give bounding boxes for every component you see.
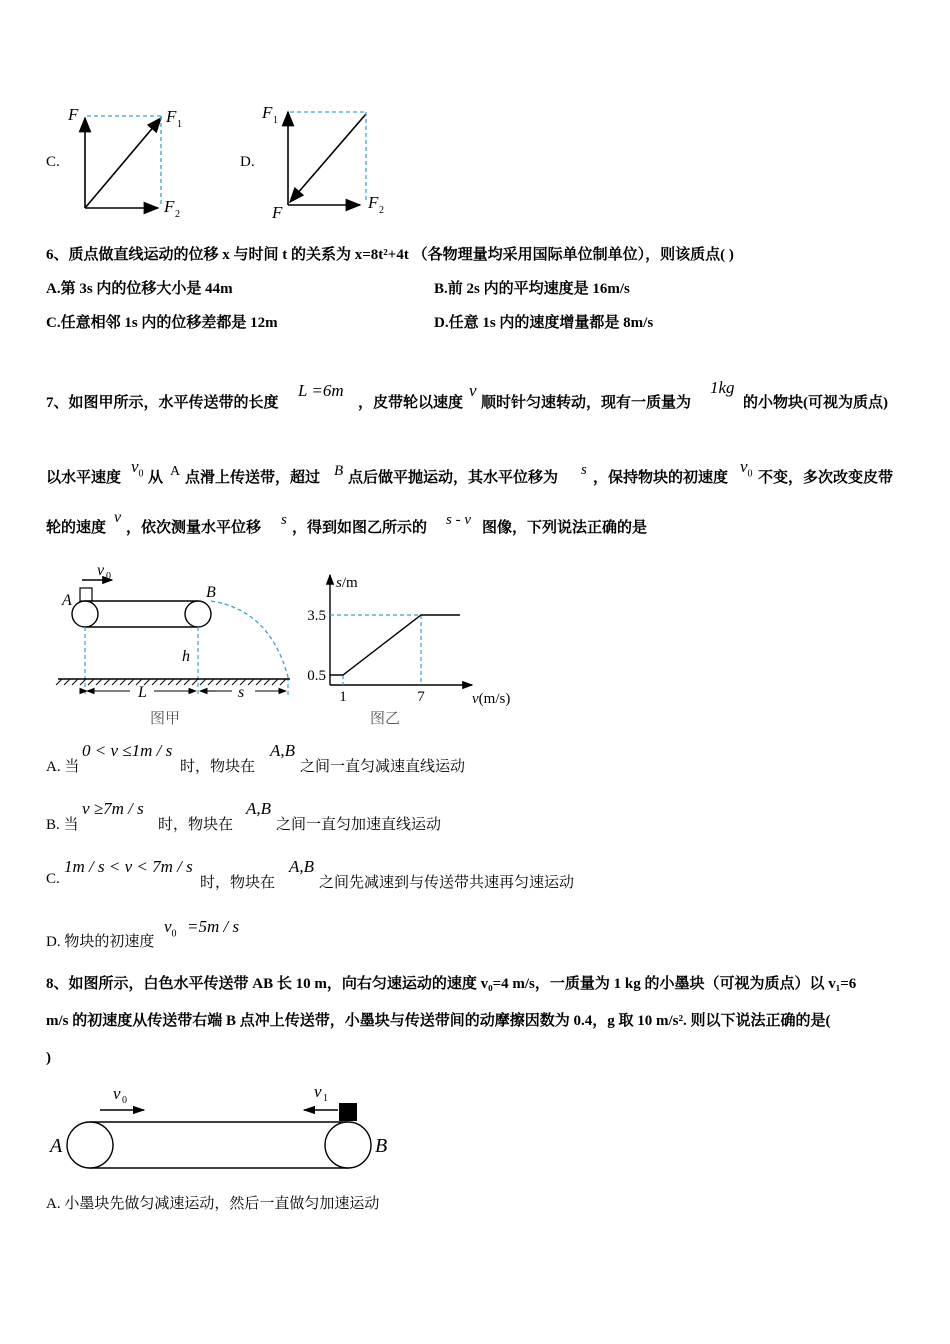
q7-option-a-prefix: A. 当 (46, 759, 80, 775)
q7-option-a-post: 之间一直匀减速直线运动 (300, 759, 466, 775)
pulley-B (185, 601, 211, 627)
q7-line1-b: ，皮带轮以速度 (358, 395, 464, 411)
q7-line2-e: ，保持物块的初速度 (593, 470, 729, 486)
pulley-A (72, 601, 98, 627)
pulley-A (67, 1122, 113, 1168)
q7-option-b-mid: 时，物块在 (158, 817, 234, 833)
label-h: h (182, 648, 190, 665)
q8-option-a: A. 小墨块先做匀减速运动，然后一直做匀加速运动 (46, 1196, 380, 1212)
q8-line3: ) (46, 1050, 51, 1066)
q8-line2: m/s 的初速度从传送带右端 B 点冲上传送带，小墨块与传送带间的动摩擦因数为 0.4，g 取 10 m/s². 则以下说法正确的是( (46, 1013, 831, 1029)
q7-s: s (581, 462, 587, 478)
q7-v-b: v (114, 509, 122, 526)
y-tick-label: 0.5 (307, 668, 326, 684)
force-arrow-F1 (85, 118, 161, 208)
option-c-force-diagram (60, 100, 200, 225)
q7-option-b-AB: A,B (246, 799, 272, 818)
block (80, 588, 92, 601)
label-v0-sub: 0 (122, 1095, 127, 1106)
q7-line2-a: 以水平速度 (46, 470, 122, 486)
caption-yi: 图乙 (370, 711, 401, 727)
q7-line2-d: 点后做平抛运动，其水平位移为 (348, 470, 559, 486)
q7-line3-b: ，依次测量水平位移 (126, 520, 262, 536)
q7-line2-b: 从 (148, 470, 164, 486)
q7-option-b-post: 之间一直匀加速直线运动 (276, 817, 442, 833)
y-tick-label: 3.5 (307, 608, 326, 624)
q6-stem: 6、质点做直线运动的位移 x 与时间 t 的关系为 x=8t²+4t （各物理量均采用国际单位制单位），则该质点( ) (46, 247, 734, 263)
label-A: A (50, 1135, 63, 1157)
label-F1: F (166, 107, 177, 126)
y-axis-label: s/m (336, 575, 358, 591)
q7-v0-b: $v_0$ (740, 457, 753, 480)
q7-option-c-mid: 时，物块在 (200, 875, 276, 891)
q7-option-d-prefix: D. 物块的初速度 (46, 934, 155, 950)
label-F: F (68, 105, 79, 124)
projectile-path (211, 601, 288, 677)
option-c-label: C. (46, 154, 60, 170)
q7-sv: s - v (446, 512, 471, 528)
q7-option-a-AB: A,B (270, 741, 296, 760)
force-arrow-F (290, 114, 366, 202)
label-v0: v (97, 562, 105, 579)
option-d-label: D. (240, 154, 255, 170)
q7-option-c-post: 之间先减速到与传送带共速再匀速运动 (319, 875, 575, 891)
q7-option-c-AB: A,B (289, 857, 315, 876)
q8-line1: 8、如图所示，白色水平传送带 AB 长 10 m，向右匀速运动的速度 v₀=4 m/s，一质量为 1 kg 的小墨块（可视为质点）以 v₁=6 (46, 976, 857, 992)
q6-option-d: D.任意 1s 内的速度增量都是 8m/s (434, 315, 654, 331)
label-F2-sub: 2 (175, 209, 180, 220)
chart-series-line (330, 615, 460, 675)
label-B: B (206, 584, 216, 601)
q6-option-a: A.第 3s 内的位移大小是 44m (46, 281, 233, 297)
q7-line3-c: ，得到如图乙所示的 (292, 520, 428, 536)
caption-jia: 图甲 (150, 711, 181, 727)
q6-option-b: B.前 2s 内的平均速度是 16m/s (434, 281, 630, 297)
q7-option-d-v0: $v_0$ (164, 917, 177, 940)
q8-conveyor-figure (40, 1075, 410, 1185)
x-axis-label: v(m/s) (472, 691, 511, 707)
q7-option-a-mid: 时，物块在 (180, 759, 256, 775)
label-v1-sub: 1 (323, 1093, 328, 1104)
q7-line2-c: 点滑上传送带，超过 (185, 470, 321, 486)
q7-option-c-math: 1m / s < v < 7m / s (64, 857, 193, 876)
ink-block (339, 1103, 357, 1121)
q7-line2-f: 不变，多次改变皮带 (758, 470, 894, 486)
q7-v: v (469, 381, 477, 400)
x-tick-label: 7 (417, 689, 425, 705)
q7-line3-a: 轮的速度 (46, 520, 107, 536)
label-F: F (272, 203, 283, 222)
q7-option-b-math: v ≥7m / s (82, 799, 144, 818)
label-F2: F (164, 197, 175, 216)
q7-v0: $v_0$ (131, 457, 144, 480)
pulley-B (325, 1122, 371, 1168)
q7-point-A: A (170, 464, 181, 479)
q7-option-b-prefix: B. 当 (46, 817, 79, 833)
label-F1-sub: 1 (273, 115, 278, 126)
label-F2-sub: 2 (379, 205, 384, 216)
q7-line1-d: 的小物块(可视为质点) (743, 395, 888, 411)
label-v0-sub: 0 (106, 571, 111, 582)
q7-option-d-math: =5m / s (187, 917, 240, 936)
figure-yi-chart (300, 565, 530, 730)
option-d-force-diagram (258, 100, 398, 225)
q7-option-a-math: 0 < v ≤1m / s (82, 741, 173, 760)
label-s: s (238, 684, 245, 701)
q7-line1-c: 顺时针匀速转动，现有一质量为 (481, 395, 692, 411)
label-v0: v (113, 1084, 121, 1103)
q6-option-c: C.任意相邻 1s 内的位移差都是 12m (46, 315, 278, 331)
q7-mass: 1kg (710, 378, 735, 397)
q7-point-B: B (334, 463, 344, 479)
label-F1-sub: 1 (177, 119, 182, 130)
label-L: L (138, 684, 147, 701)
q7-line1-a: 7、如图甲所示，水平传送带的长度 (46, 395, 279, 411)
q7-s-b: s (281, 512, 287, 528)
label-B: B (375, 1135, 388, 1157)
q7-option-c-prefix: C. (46, 871, 60, 887)
q7-L-expr: L =6m (298, 381, 344, 400)
figure-jia-conveyor (50, 555, 310, 730)
label-A: A (62, 592, 72, 609)
label-v1: v (314, 1082, 322, 1101)
q7-line3-d: 图像，下列说法正确的是 (482, 520, 648, 536)
label-F1: F (262, 103, 273, 122)
label-F2: F (368, 193, 379, 212)
x-tick-label: 1 (339, 689, 347, 705)
